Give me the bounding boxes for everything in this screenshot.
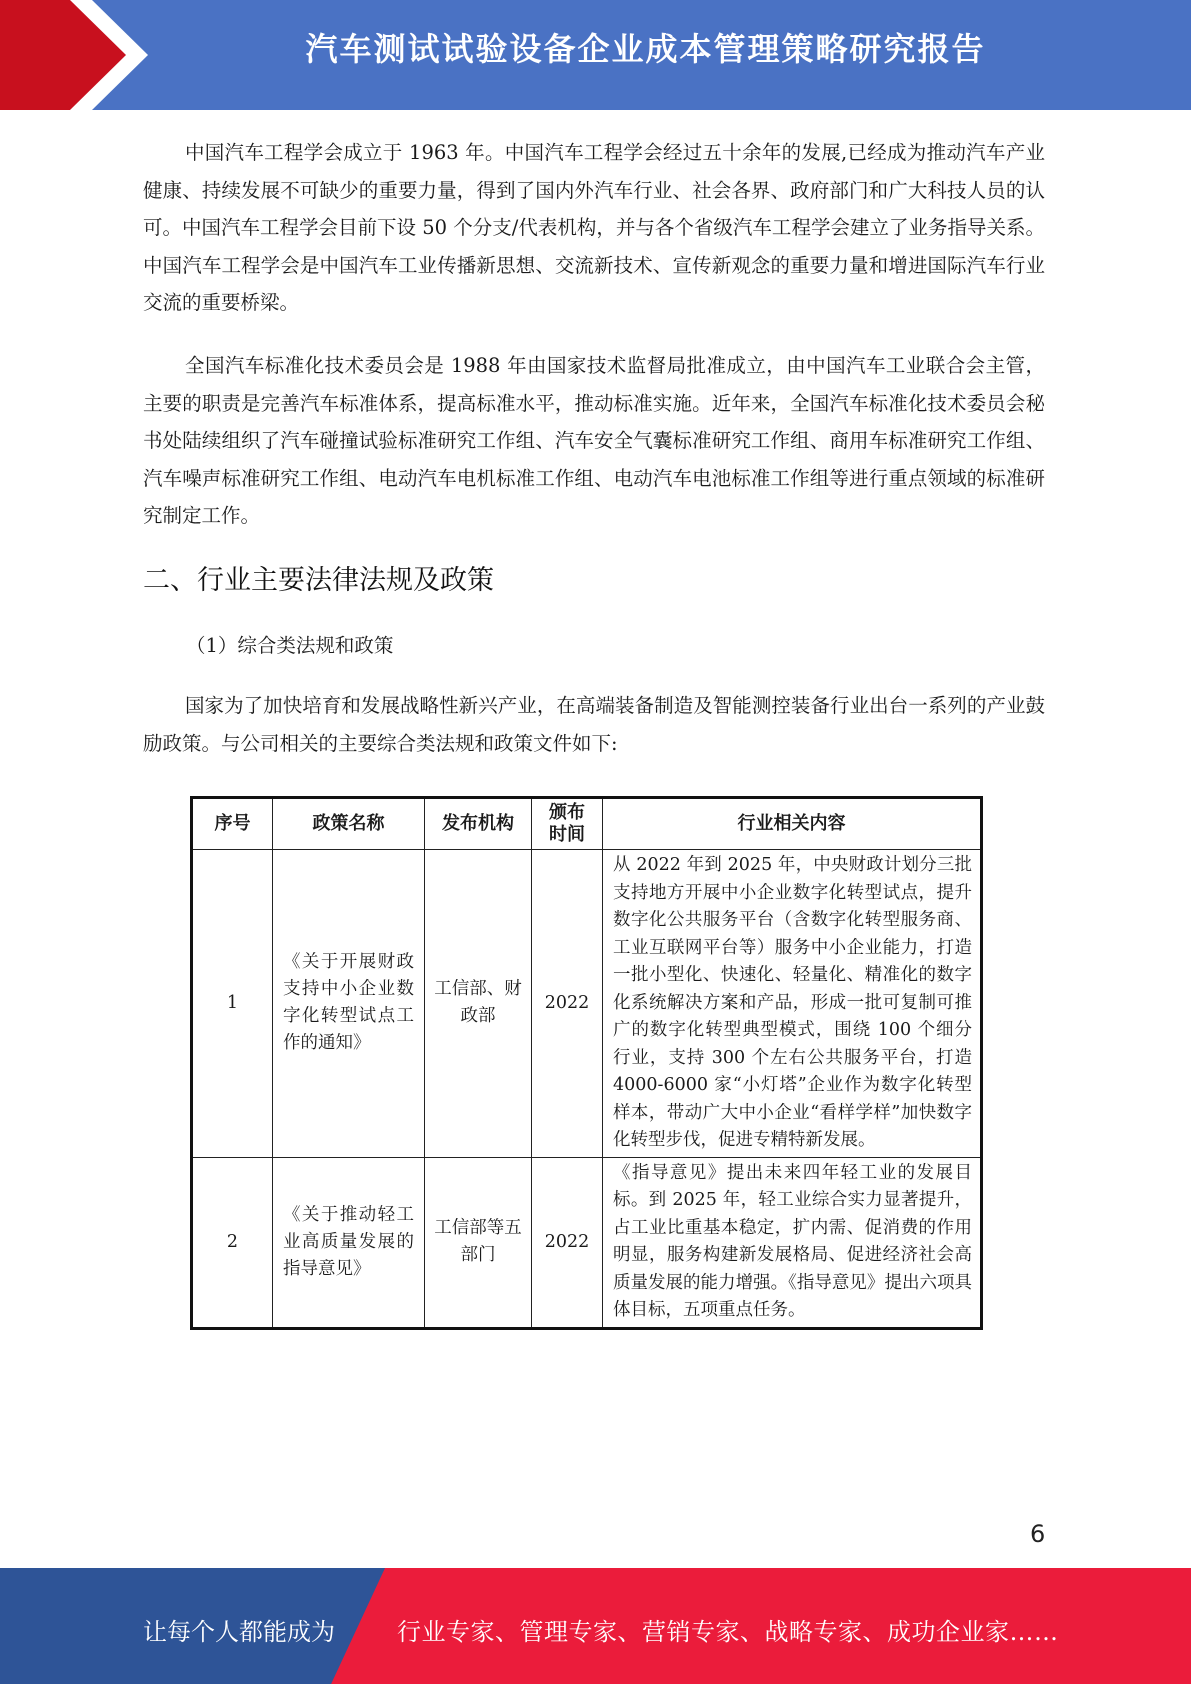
policy-table (190, 796, 983, 1330)
cell-no: 1 (192, 850, 273, 1158)
cell-content: 从 2022 年到 2025 年，中央财政计划分三批支持地方开展中小企业数字化转型试点，提升数字化公共服务平台（含数字化转型服务商、工业互联网平台等）服务中小企业能力，打造一批小型化、快速化、轻量化、精准化的数字化系统解决方案和产品，形成一批可复制可推广的数字化转型典型模式，围绕 100 个细分行业，支持 300 个左右公共服务平台，打造 4000-6000 家“小灯塔”企业作为数字化转型样本，带动广大中小企业“看样学样”加快数字化转型步伐，促进专精特新发展。 (603, 850, 982, 1158)
header-corner-arrow-icon (0, 0, 160, 110)
header-no: 序号 (192, 798, 273, 850)
paragraph-saeChina: 中国汽车工程学会成立于 1963 年。中国汽车工程学会经过五十余年的发展,已经成为推动汽车产业健康、持续发展不可缺少的重要力量，得到了国内外汽车行业、社会各界、政府部门和广大科技人员的认可。中国汽车工程学会目前下设 50 个分支/代表机构，并与各个省级汽车工程学会建立了业务指导关系。中国汽车工程学会是中国汽车工业传播新思想、交流新技术、宣传新观念的重要力量和增进国际汽车行业交流的重要桥梁。 (143, 141, 1045, 314)
table-header-row (192, 798, 982, 850)
cell-no: 2 (192, 1157, 273, 1328)
header-issuer: 发布机构 (425, 798, 532, 850)
header-year-text: 颁布时间 (548, 802, 585, 845)
intro-paragraph: 国家为了加快培育和发展战略性新兴产业，在高端装备制造及智能测控装备行业出台一系列的产业鼓励政策。与公司相关的主要综合类法规和政策文件如下: (143, 694, 1045, 755)
cell-issuer: 工信部等五部门 (425, 1157, 532, 1328)
sub-heading: （1）综合类法规和政策 (186, 634, 394, 657)
policy-table-container (190, 796, 983, 1330)
header-banner (0, 0, 1191, 110)
report-title: 汽车测试试验设备企业成本管理策略研究报告 (305, 30, 986, 68)
footer-slogan-left: 让每个人都能成为 (143, 1618, 335, 1646)
section-heading: 二、行业主要法律法规及政策 (143, 565, 494, 596)
cell-year: 2022 (532, 1157, 603, 1328)
header-content: 行业相关内容 (603, 798, 982, 850)
table-row (192, 1157, 982, 1328)
cell-year: 2022 (532, 850, 603, 1158)
footer-banner (0, 1568, 1191, 1684)
cell-policy-name: 《关于推动轻工业高质量发展的指导意见》 (273, 1157, 425, 1328)
header-year (532, 798, 603, 850)
page-number: 6 (1030, 1520, 1046, 1548)
cell-issuer: 工信部、财政部 (425, 850, 532, 1158)
paragraph-standards-committee: 全国汽车标准化技术委员会是 1988 年由国家技术监督局批准成立，由中国汽车工业联合会主管，主要的职责是完善汽车标准体系，提高标准水平，推动标准实施。近年来，全国汽车标准化技术委员会秘书处陆续组织了汽车碰撞试验标准研究工作组、汽车安全气囊标准研究工作组、商用车标准研究工作组、汽车噪声标准研究工作组、电动汽车电机标准工作组、电动汽车电池标准工作组等进行重点领域的标准研究制定工作。 (143, 354, 1045, 527)
table-row (192, 850, 982, 1158)
cell-policy-name: 《关于开展财政支持中小企业数字化转型试点工作的通知》 (273, 850, 425, 1158)
footer-slogan-right: 行业专家、管理专家、营销专家、战略专家、成功企业家…… (397, 1618, 1059, 1646)
cell-content: 《指导意见》提出未来四年轻工业的发展目标。到 2025 年，轻工业综合实力显著提升，占工业比重基本稳定，扩内需、促消费的作用明显，服务构建新发展格局、促进经济社会高质量发展的能力增强。《指导意见》提出六项具体目标，五项重点任务。 (603, 1157, 982, 1328)
header-policy-name: 政策名称 (273, 798, 425, 850)
